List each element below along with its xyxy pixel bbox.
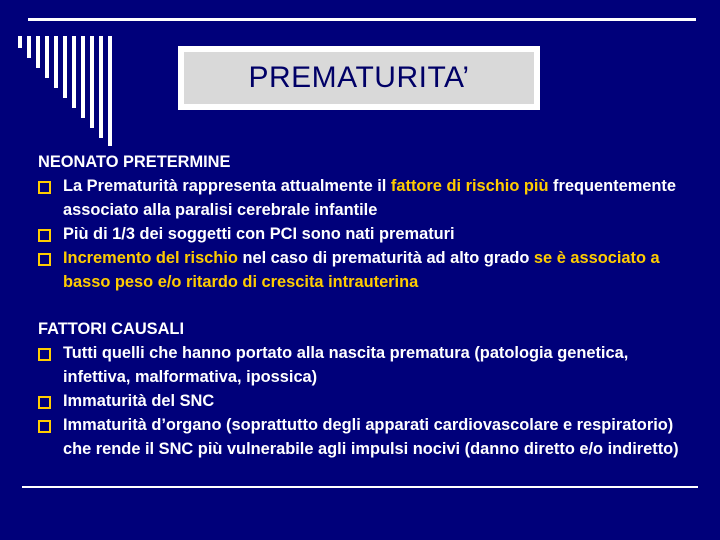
bullet-item — [38, 413, 698, 461]
bullet-item — [38, 174, 698, 222]
top-decorative-line — [28, 18, 696, 21]
title-box — [178, 46, 540, 110]
bullet-text: Immaturità d’organo (soprattutto degli apparati cardiovascolare e respiratorio) che rende il SNC più vulnerabile agli impulsi nocivi (danno diretto e/o indiretto) — [63, 416, 679, 458]
slide-content — [38, 150, 698, 461]
square-bullet-icon — [38, 420, 51, 433]
bullet-item — [38, 341, 698, 389]
section-heading-fattori: FATTORI CAUSALI — [38, 320, 184, 338]
square-bullet-icon — [38, 181, 51, 194]
square-bullet-icon — [38, 253, 51, 266]
highlight-text: fattore di rischio più — [390, 177, 549, 195]
section-heading-neonato: NEONATO PRETERMINE — [38, 153, 231, 171]
slide-title: PREMATURITA’ — [184, 52, 534, 104]
bullet-item — [38, 246, 698, 294]
bottom-decorative-line — [22, 486, 698, 488]
decorative-stripes — [18, 36, 136, 146]
bullet-text: Più di 1/3 dei soggetti con PCI sono nati prematuri — [63, 225, 455, 243]
bullet-text: Incremento del rischio nel caso di prematurità ad alto grado se è associato a basso peso e/o ritardo di crescita intrauterina — [63, 249, 660, 291]
bullet-text: La Prematurità rappresenta attualmente il fattore di rischio più frequentemente associato alla paralisi cerebrale infantile — [63, 177, 676, 219]
bullet-item — [38, 389, 698, 413]
bullet-item — [38, 222, 698, 246]
square-bullet-icon — [38, 396, 51, 409]
bullet-text: Immaturità del SNC — [63, 392, 215, 410]
highlight-text: se è associato a basso peso e/o ritardo di crescita intrauterina — [63, 249, 660, 291]
square-bullet-icon — [38, 348, 51, 361]
highlight-text: Incremento del rischio — [63, 249, 238, 267]
square-bullet-icon — [38, 229, 51, 242]
bullet-text: Tutti quelli che hanno portato alla nascita prematura (patologia genetica, infettiva, malformativa, ipossica) — [63, 344, 629, 386]
